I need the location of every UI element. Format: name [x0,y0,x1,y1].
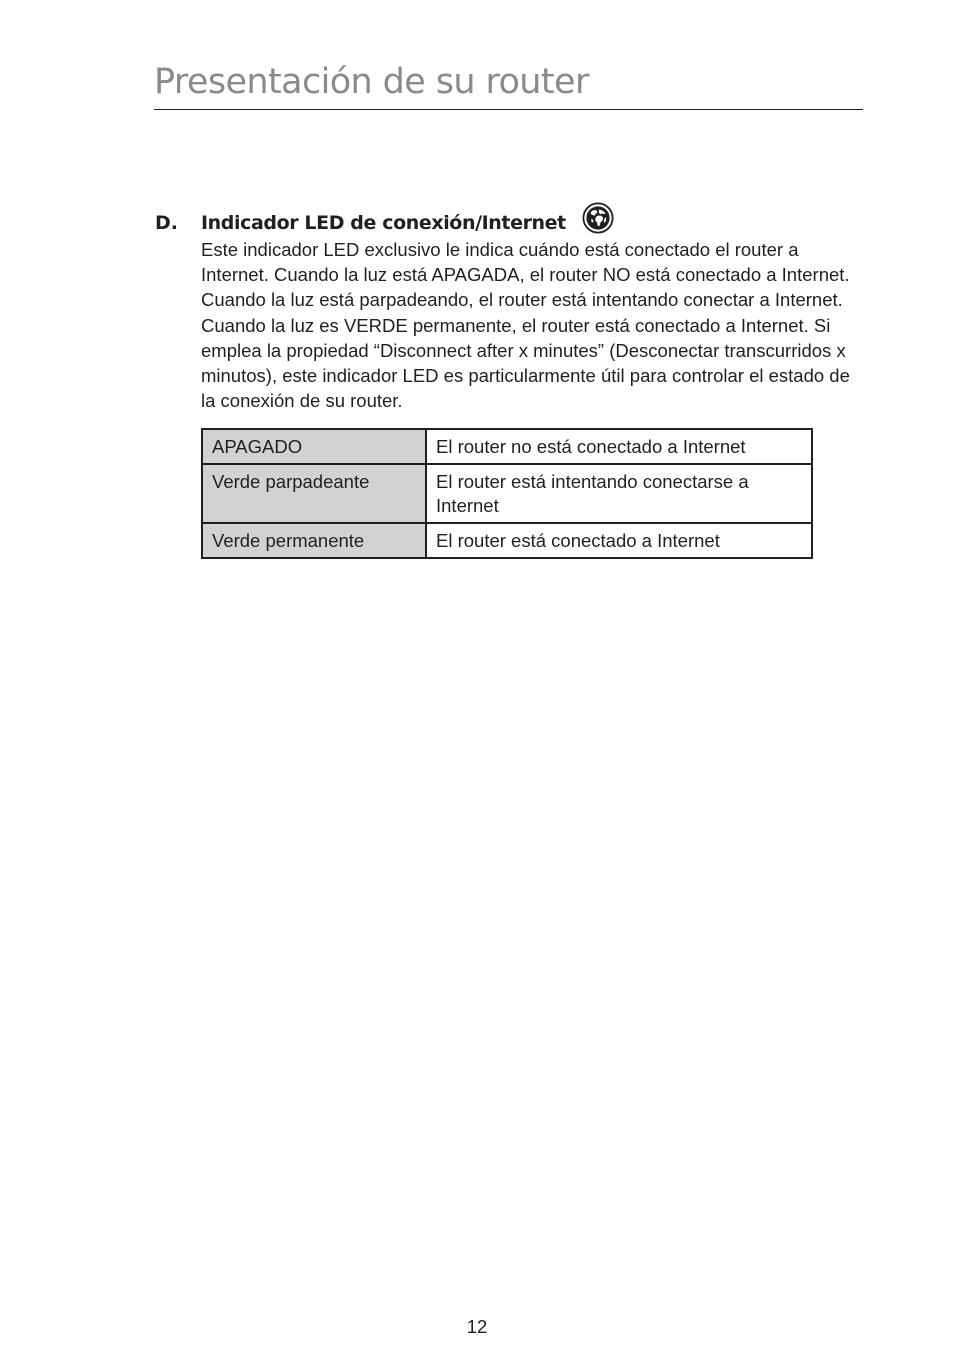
page-number: 12 [466,1316,488,1337]
led-meaning-cell: El router está intentando conectarse a Internet [426,464,812,523]
title-divider [154,109,863,110]
led-state-cell: Verde parpadeante [202,464,426,523]
section-paragraph: Este indicador LED exclusivo le indica cuándo está conectado el router a Internet. Cuando la luz está APAGADA, el router NO está conectado a Internet. Cuando la luz está parpadeando, el router está intentando conectar a Internet. Cuando la luz es VERDE permanente, el router está conectado a Internet. Si emplea la propiedad “Disconnect after x minutes” (Desconectar transcurridos x minutos), este indicador LED es particularmente útil para controlar el estado de la conexión de su router. [201,239,850,412]
led-meaning-cell: El router está conectado a Internet [426,523,812,558]
globe-icon [582,202,614,234]
led-status-table [201,428,813,559]
table-row [202,429,812,464]
led-meaning-cell: El router no está conectado a Internet [426,429,812,464]
table-row [202,464,812,523]
led-state-cell: APAGADO [202,429,426,464]
section-heading: Indicador LED de conexión/Internet [201,212,566,234]
page-title: Presentación de su router [154,62,589,102]
table-row [202,523,812,558]
section-letter: D. [155,212,178,234]
led-state-cell: Verde permanente [202,523,426,558]
